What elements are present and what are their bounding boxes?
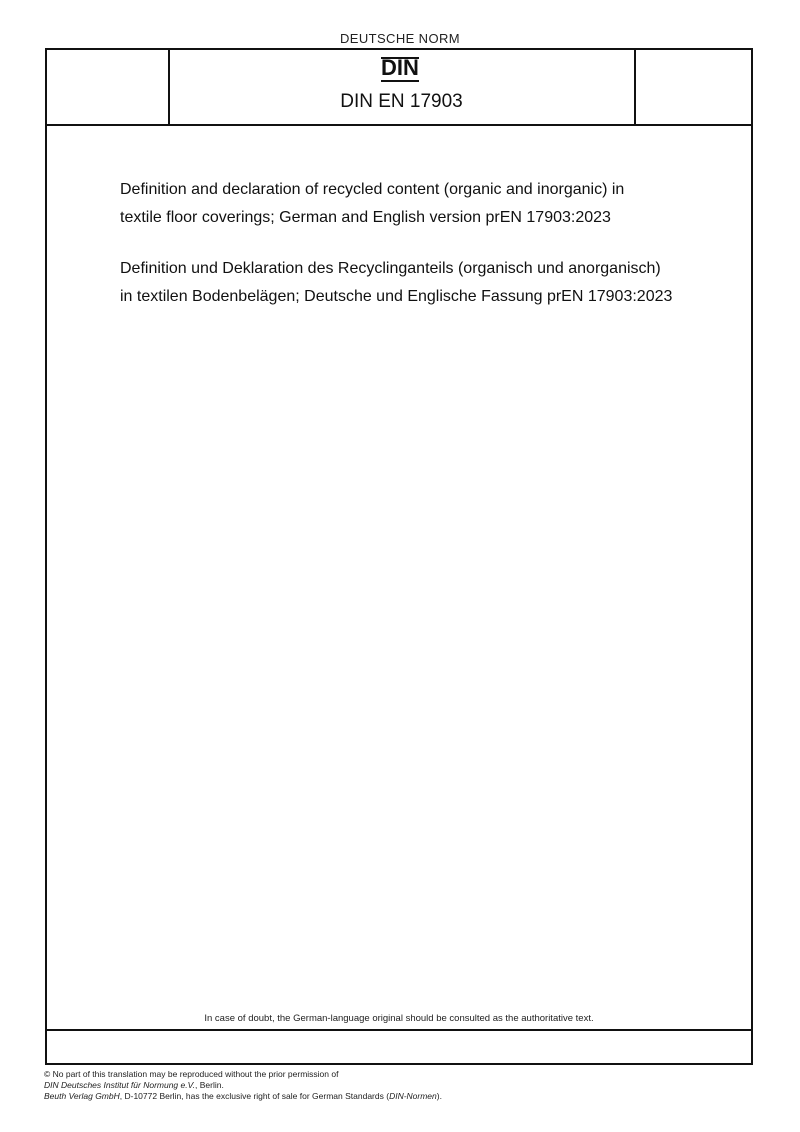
din-logo: DIN <box>381 55 419 80</box>
header-right-divider <box>634 50 636 125</box>
copyright-line2 <box>44 1080 764 1091</box>
footer-divider <box>47 1029 751 1031</box>
standard-type-label: DEUTSCHE NORM <box>339 31 461 46</box>
copyright-line3-mid: , D-10772 Berlin, has the exclusive right of sale for German Standards ( <box>119 1091 390 1101</box>
title-english-line2: textile floor coverings; German and English version prEN 17903:2023 <box>120 209 611 226</box>
copyright-line3 <box>44 1091 764 1102</box>
copyright-footer <box>44 1069 764 1102</box>
title-english <box>120 176 740 232</box>
authoritative-text-note: In case of doubt, the German-language original should be consulted as the authoritative text. <box>204 1013 594 1024</box>
title-german-line2: in textilen Bodenbelägen; Deutsche und Englische Fassung prEN 17903:2023 <box>120 288 673 305</box>
title-english-line1: Definition and declaration of recycled content (organic and inorganic) in <box>120 181 625 198</box>
title-german-line1: Definition und Deklaration des Recyclinganteils (organisch und anorganisch) <box>120 260 661 277</box>
din-normen-term: DIN-Normen <box>389 1091 437 1101</box>
din-institute-name: DIN Deutsches Institut für Normung e.V. <box>44 1080 196 1090</box>
header-divider <box>47 124 751 126</box>
copyright-line3-end: ). <box>436 1091 442 1101</box>
document-number: DIN EN 17903 <box>340 91 463 112</box>
copyright-line1: © No part of this translation may be reproduced without the prior permission of <box>44 1069 339 1079</box>
copyright-line2-rest: , Berlin. <box>195 1080 224 1090</box>
header-left-divider <box>168 50 170 125</box>
title-german <box>120 255 740 311</box>
publisher-name: Beuth Verlag GmbH <box>44 1091 120 1101</box>
